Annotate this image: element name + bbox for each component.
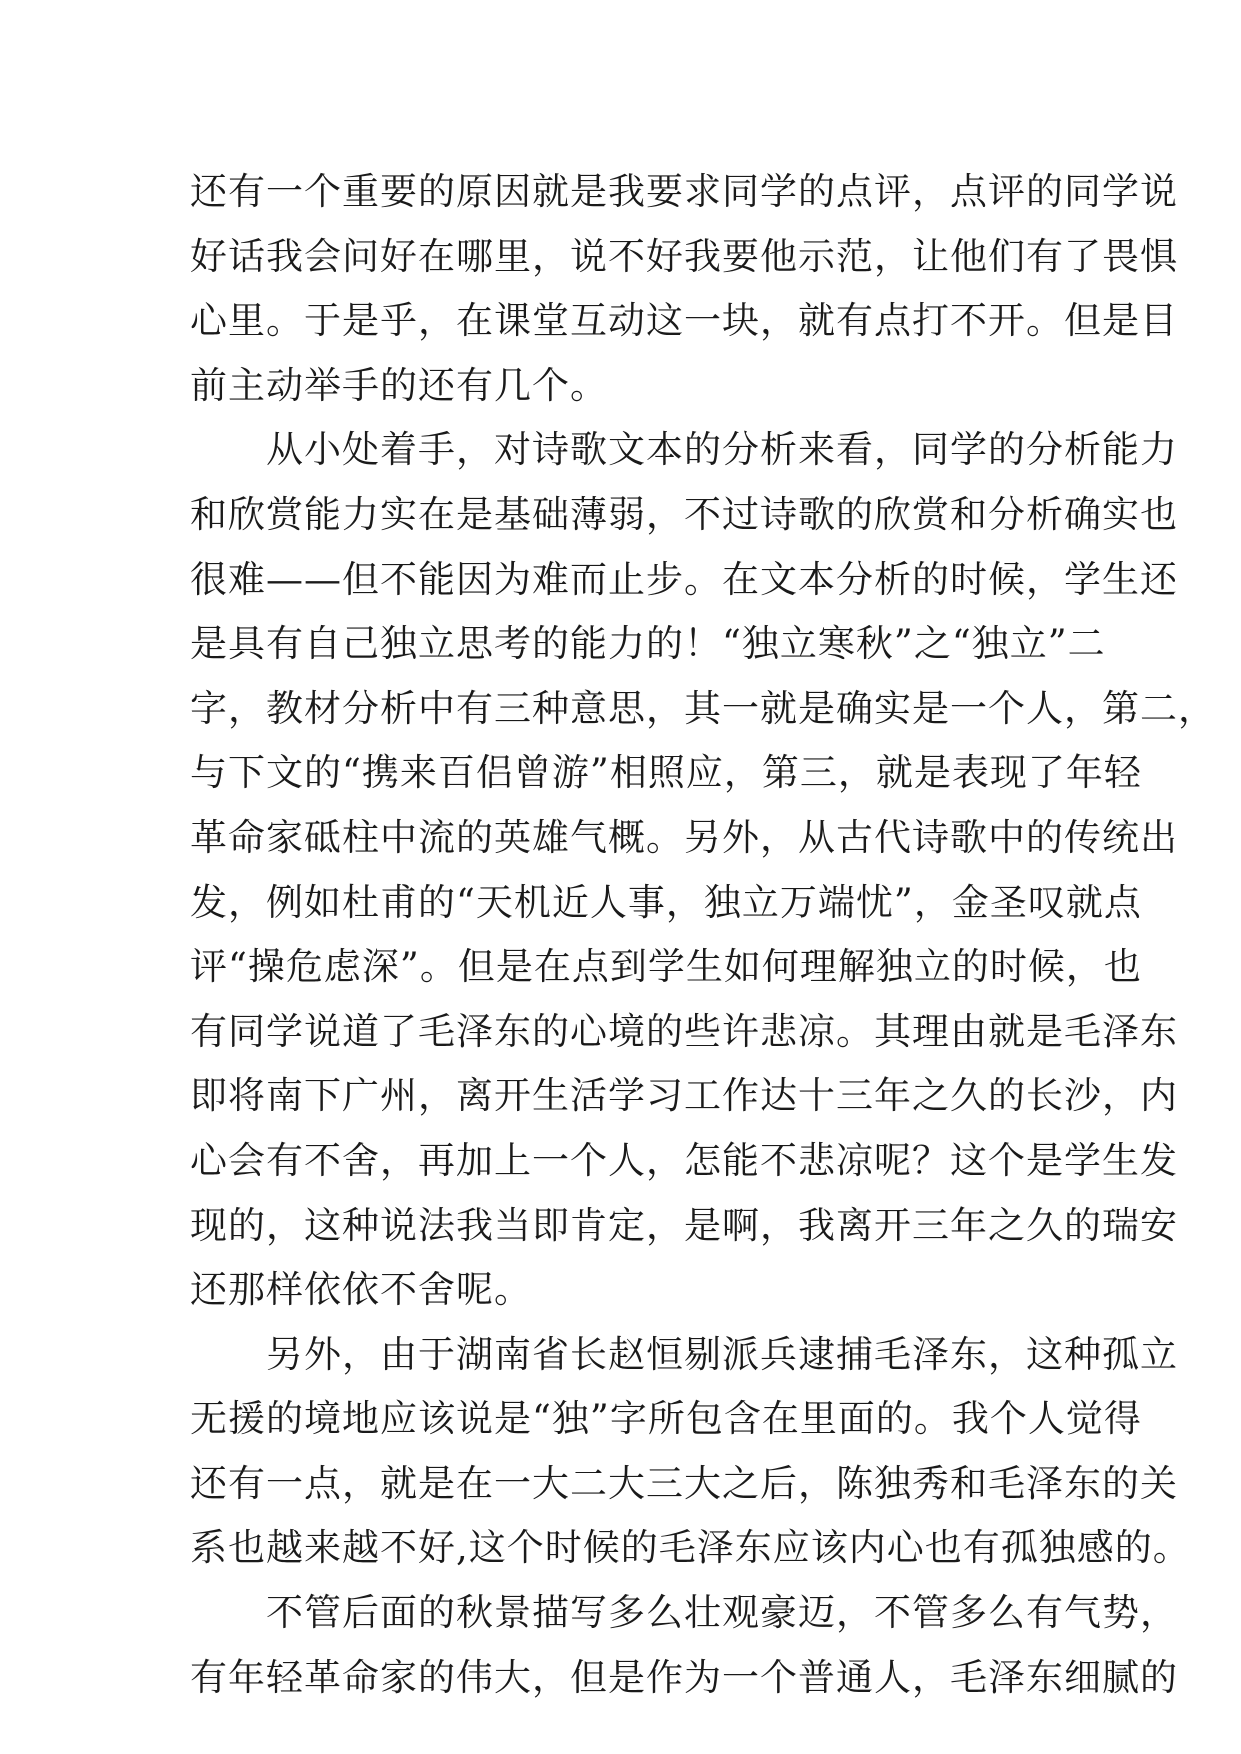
text-line: 革命家砥柱中流的英雄气概。另外，从古代诗歌中的传统出 <box>190 815 1178 859</box>
text-line: 好话我会问好在哪里，说不好我要他示范，让他们有了畏惧 <box>190 234 1178 278</box>
text-line: 与下文的“携来百侣曾游”相照应，第三，就是表现了年轻 <box>190 751 1142 795</box>
body-text <box>190 160 1216 1710</box>
text-line: 不管后面的秋景描写多么壮观豪迈，不管多么有气势， <box>190 1591 1178 1635</box>
text-line: 无援的境地应该说是“独”字所包含在里面的。我个人觉得 <box>190 1397 1142 1441</box>
text-line: 是具有自己独立思考的能力的！“独立寒秋”之“独立”二 <box>190 622 1106 666</box>
text-line: 从小处着手，对诗歌文本的分析来看，同学的分析能力 <box>190 428 1178 472</box>
text-line: 即将南下广州，离开生活学习工作达十三年之久的长沙，内 <box>190 1074 1178 1118</box>
text-line: 还有一点，就是在一大二大三大之后，陈独秀和毛泽东的关 <box>190 1461 1178 1505</box>
text-line: 有年轻革命家的伟大，但是作为一个普通人，毛泽东细腻的 <box>190 1655 1178 1699</box>
text-line: 现的，这种说法我当即肯定，是啊，我离开三年之久的瑞安 <box>190 1203 1178 1247</box>
text-line: 字，教材分析中有三种意思，其一就是确实是一个人，第二， <box>190 686 1216 730</box>
text-line: 前主动举手的还有几个。 <box>190 363 608 407</box>
text-line: 另外，由于湖南省长赵恒剔派兵逮捕毛泽东，这种孤立 <box>190 1332 1178 1376</box>
text-line: 还那样依依不舍呢。 <box>190 1268 532 1312</box>
text-line: 和欣赏能力实在是基础薄弱，不过诗歌的欣赏和分析确实也 <box>190 492 1178 536</box>
text-line: 心会有不舍，再加上一个人，怎能不悲凉呢？这个是学生发 <box>190 1138 1178 1182</box>
text-line: 有同学说道了毛泽东的心境的些许悲凉。其理由就是毛泽东 <box>190 1009 1178 1053</box>
text-line: 发，例如杜甫的“天机近人事，独立万端忧”，金圣叹就点 <box>190 880 1142 924</box>
text-line: 系也越来越不好,这个时候的毛泽东应该内心也有孤独感的。 <box>190 1526 1191 1570</box>
text-line: 评“操危虑深”。但是在点到学生如何理解独立的时候，也 <box>190 945 1142 989</box>
text-line: 还有一个重要的原因就是我要求同学的点评，点评的同学说 <box>190 170 1178 213</box>
text-line: 很难——但不能因为难而止步。在文本分析的时候，学生还 <box>190 557 1178 601</box>
text-line: 心里。于是乎，在课堂互动这一块，就有点打不开。但是目 <box>190 299 1178 343</box>
